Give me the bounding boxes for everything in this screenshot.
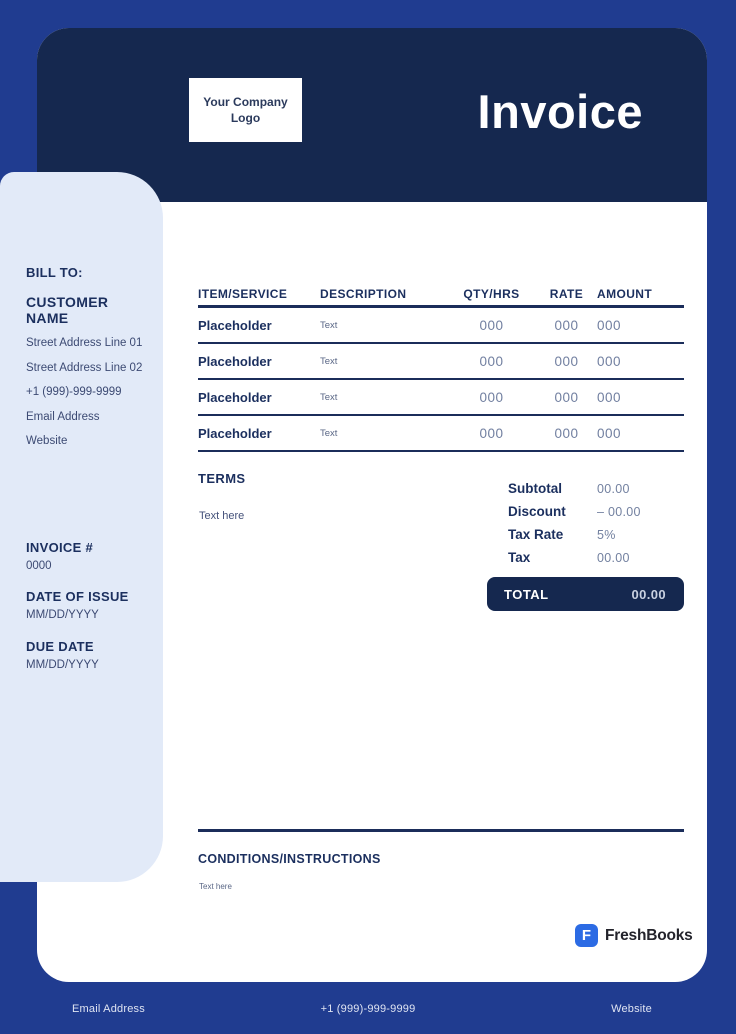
column-header-qty-hrs: QTY/HRS [463, 286, 520, 301]
subtotal-label: Subtotal [508, 481, 562, 496]
cell-item: Placeholder [198, 317, 272, 333]
cell-qty: 000 [479, 317, 504, 333]
freshbooks-logo[interactable] [575, 924, 693, 947]
cell-item: Placeholder [198, 389, 272, 405]
table-header-row [198, 282, 684, 308]
customer-email: Email Address [26, 410, 100, 423]
column-header-description: DESCRIPTION [320, 286, 407, 301]
discount-row [508, 500, 684, 523]
bill-to-sidebar [0, 172, 163, 882]
due-date-label: DUE DATE [26, 638, 94, 654]
column-header-rate: RATE [549, 286, 584, 301]
cell-amount: 000 [597, 353, 622, 369]
conditions-label: CONDITIONS/INSTRUCTIONS [198, 852, 381, 866]
cell-description: Text [320, 319, 338, 331]
line-items-table [198, 282, 684, 452]
company-logo-text: Your Company Logo [203, 94, 288, 125]
table-row [198, 308, 684, 344]
tax-row [508, 546, 684, 569]
date-of-issue-label: DATE OF ISSUE [26, 589, 129, 604]
cell-amount: 000 [597, 389, 622, 405]
table-row [198, 380, 684, 416]
column-header-item-service: ITEM/SERVICE [198, 286, 288, 301]
conditions-text: Text here [199, 882, 232, 891]
cell-description: Text [320, 391, 338, 403]
table-row [198, 416, 684, 452]
cell-amount: 000 [597, 425, 622, 441]
freshbooks-f-icon: F [575, 924, 598, 947]
totals-section [508, 477, 684, 569]
customer-address-line-1: Street Address Line 01 [26, 337, 143, 349]
column-header-amount: AMOUNT [597, 286, 653, 301]
discount-label: Discount [508, 504, 566, 519]
customer-address-line-2: Street Address Line 02 [26, 361, 143, 374]
cell-rate: 000 [554, 389, 579, 405]
invoice-number-value: 0000 [26, 559, 52, 572]
cell-amount: 000 [597, 317, 622, 333]
tax-label: Tax [508, 550, 531, 565]
customer-phone: +1 (999)-999-9999 [26, 386, 122, 398]
table-row [198, 344, 684, 380]
terms-text: Text here [199, 510, 245, 522]
date-of-issue-value: MM/DD/YYYY [26, 609, 99, 621]
cell-qty: 000 [479, 425, 504, 441]
page-title: Invoice [477, 85, 643, 138]
footer-phone: +1 (999)-999-9999 [320, 1003, 416, 1015]
tax-rate-row [508, 523, 684, 546]
total-box [487, 577, 684, 611]
cell-qty: 000 [479, 389, 504, 405]
freshbooks-wordmark: FreshBooks [605, 926, 693, 944]
cell-qty: 000 [479, 353, 504, 369]
total-label: TOTAL [504, 586, 549, 602]
cell-rate: 000 [554, 425, 579, 441]
bill-to-label: BILL TO: [26, 265, 83, 280]
tax-rate-value: 5% [597, 527, 616, 542]
line-items-section [198, 282, 684, 452]
terms-label: TERMS [198, 471, 246, 486]
company-logo-placeholder [189, 78, 302, 142]
cell-description: Text [320, 427, 338, 439]
conditions-divider [198, 829, 684, 832]
customer-name: CUSTOMER NAME [26, 294, 109, 326]
tax-value: 00.00 [597, 550, 630, 565]
footer-website: Website [611, 1003, 652, 1015]
due-date-value: MM/DD/YYYY [26, 658, 99, 671]
subtotal-row [508, 477, 684, 500]
customer-website: Website [26, 435, 68, 447]
cell-rate: 000 [554, 353, 579, 369]
cell-item: Placeholder [198, 353, 272, 369]
tax-rate-label: Tax Rate [508, 527, 564, 542]
cell-rate: 000 [554, 317, 579, 333]
subtotal-value: 00.00 [597, 481, 630, 496]
total-value: 00.00 [631, 586, 666, 602]
cell-description: Text [320, 355, 338, 367]
cell-item: Placeholder [198, 425, 272, 441]
invoice-number-label: INVOICE # [26, 539, 93, 555]
footer-email: Email Address [72, 1003, 145, 1015]
discount-value: – 00.00 [597, 504, 641, 519]
